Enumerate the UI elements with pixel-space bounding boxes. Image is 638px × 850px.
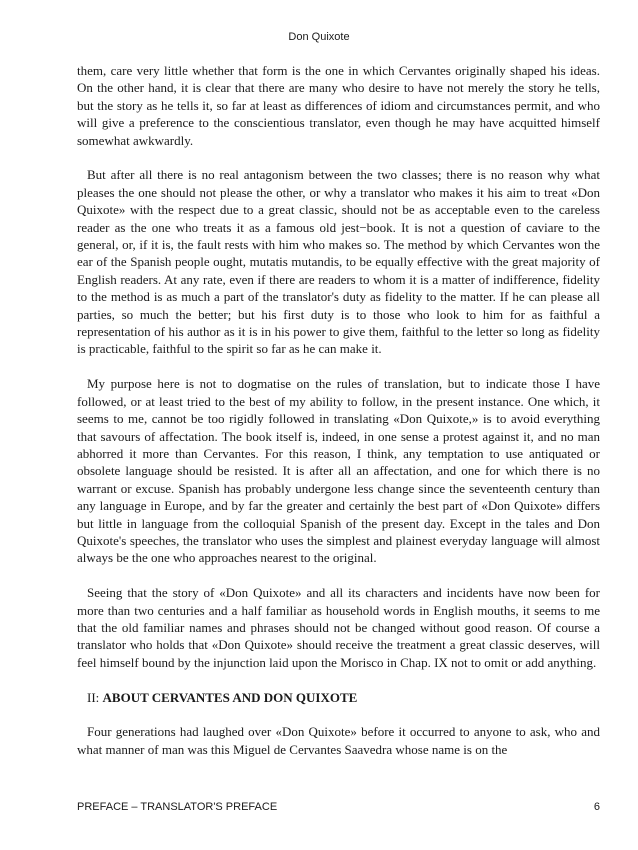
section-heading-number: II: bbox=[87, 689, 103, 705]
section-heading bbox=[77, 689, 600, 706]
section-heading-title: ABOUT CERVANTES AND DON QUIXOTE bbox=[102, 689, 358, 705]
paragraph-4: Seeing that the story of «Don Quixote» and all its characters and incidents have now been for more than two centuries and a half familiar as household words in English mouths, it seems to me that the old familiar names and phrases should not be changed without good reason. Of course a translator who holds that «Don Quixote» should receive the treatment a great classic deserves, will feel himself bound by the injunction laid upon the Morisco in Chap. IX not to omit or add anything. bbox=[77, 585, 600, 670]
paragraph-5: Four generations had laughed over «Don Quixote» before it occurred to anyone to ask, who and what manner of man was this Miguel de Cervantes Saavedra whose name is on the bbox=[77, 724, 600, 757]
page-footer bbox=[77, 800, 600, 814]
paragraph-1: them, care very little whether that form is the one in which Cervantes originally shaped his ideas. On the other hand, it is clear that there are many who desire to have not merely the story he tells, but the story as he tells it, so far at least as differences of idiom and circumstances permit, and who will give a preference to the conscientious translator, even though he may have acquitted himself somewhat awkwardly. bbox=[77, 63, 600, 148]
page-body bbox=[77, 62, 600, 776]
paragraph-2: But after all there is no real antagonism between the two classes; there is no reason why what pleases the one should not please the other, or why a translator who makes it his aim to treat «Don Quixote» with the respect due to a great classic, should not be as acceptable even to the careless reader as the one who treats it as a famous old jest−book. It is not a question of caviare to the general, or, if it is, the fault rests with him who makes so. The method by which Cervantes won the ear of the Spanish people ought, mutatis mutandis, to be equally effective with the great majority of English readers. At any rate, even if there are readers to whom it is a matter of indifference, fidelity to the method is as much a part of the translator's duty as fidelity to the matter. If he can please all parties, so much the better; but his first duty is to those who look to him for as faithful a representation of his author as it is in his power to give them, faithful to the letter so long as fidelity is practicable, faithful to the spirit so far as he can make it. bbox=[77, 167, 600, 357]
footer-page-number: 6 bbox=[593, 801, 600, 813]
running-header-title: Don Quixote bbox=[288, 31, 350, 43]
paragraph-3: My purpose here is not to dogmatise on the rules of translation, but to indicate those I have followed, or at least tried to the best of my ability to follow, in the present instance. One which, it seems to me, cannot be too rigidly followed in translating «Don Quixote,» is to avoid everything that savours of affectation. The book itself is, indeed, in one sense a protest against it, and no man abhorred it more than Cervantes. For this reason, I think, any temptation to use antiquated or obsolete language should be resisted. It is after all an affectation, and one for which there is no warrant or excuse. Spanish has probably undergone less change since the seventeenth century than any language in Europe, and by far the greater and certainly the best part of «Don Quixote» differs but little in language from the colloquial Spanish of the present day. Except in the tales and Don Quixote's speeches, the translator who uses the simplest and plainest everyday language will almost always be the one who approaches nearest to the original. bbox=[77, 376, 600, 566]
footer-section-label: PREFACE – TRANSLATOR'S PREFACE bbox=[77, 801, 278, 813]
